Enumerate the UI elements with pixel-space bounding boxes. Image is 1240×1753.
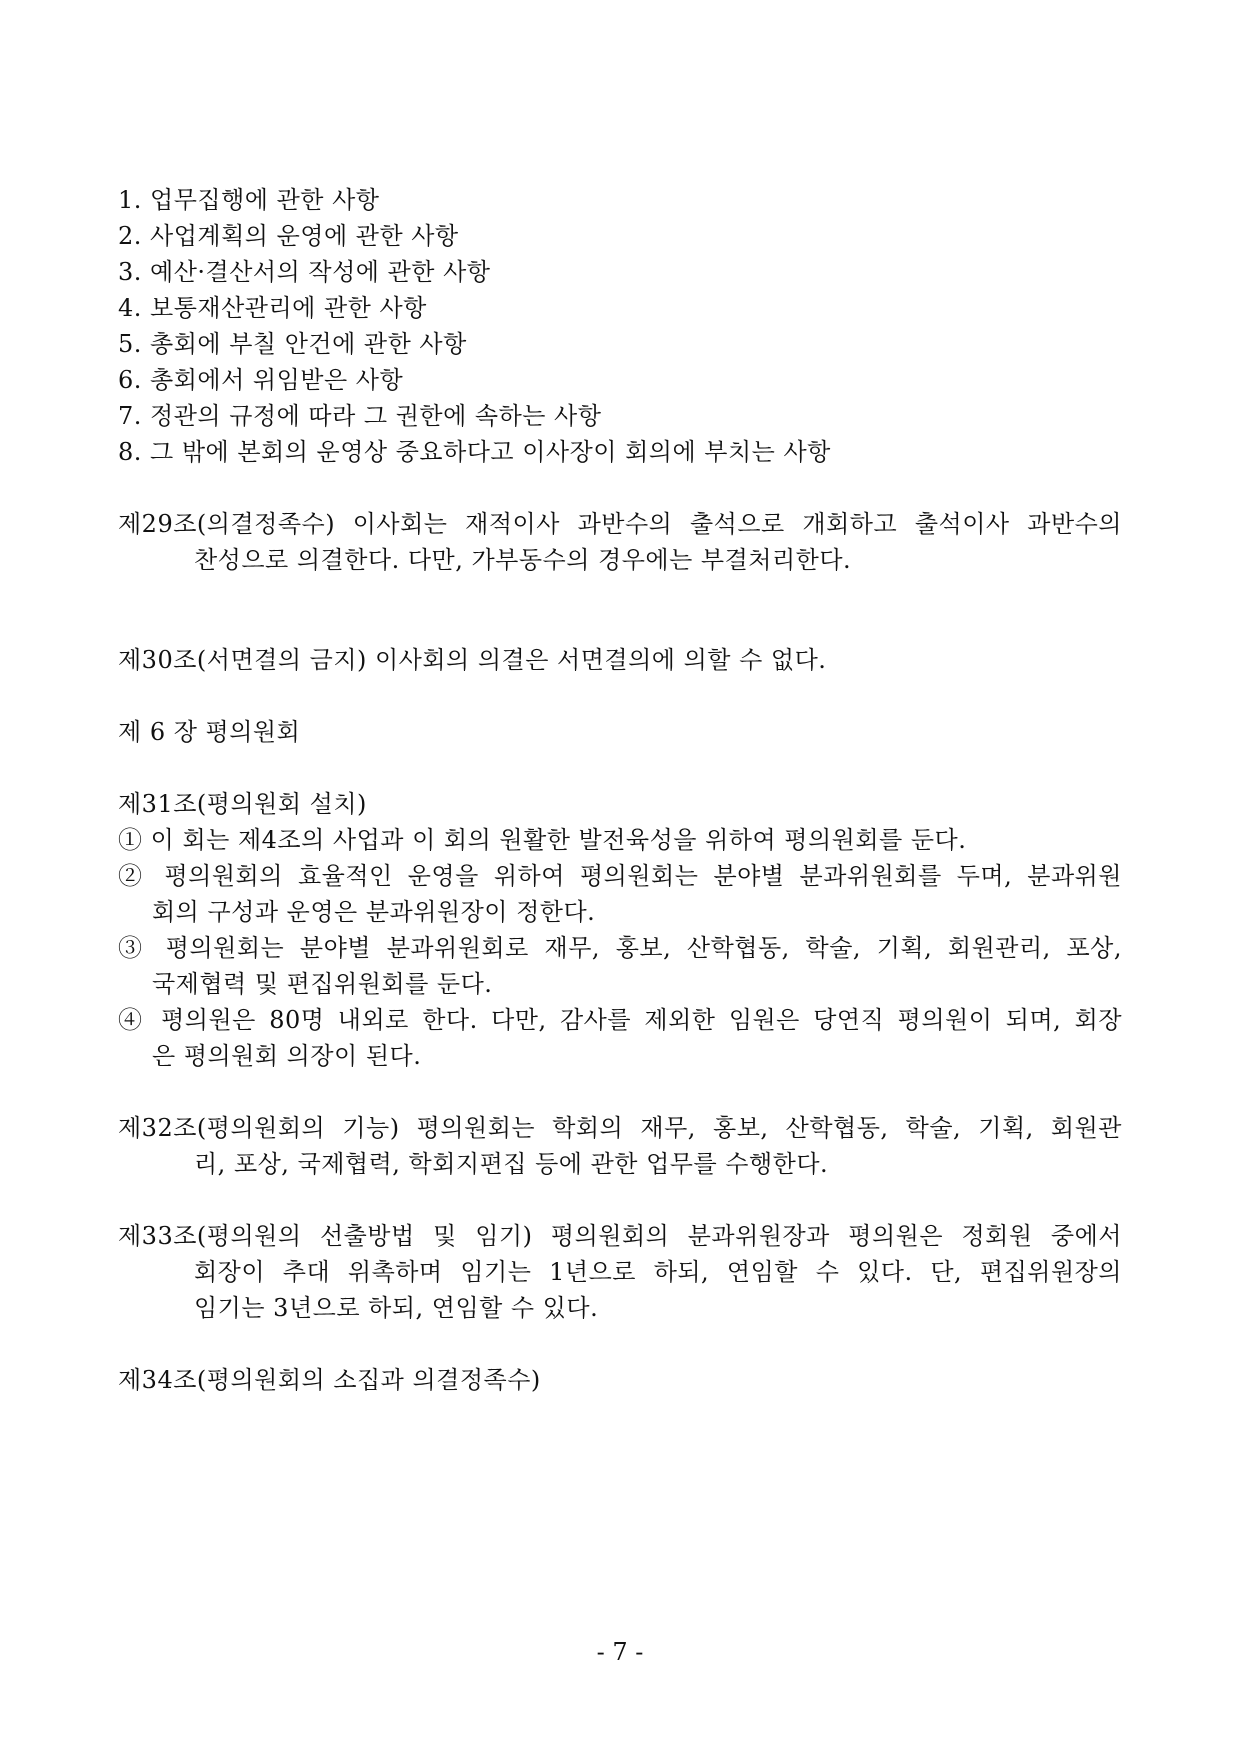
- list-item: 1. 업무집행에 관한 사항: [118, 186, 380, 214]
- article-32-line-1: 제32조(평의원회의 기능) 평의원회는 학회의 재무, 홍보, 산학협동, 학술, 기획, 회원관: [118, 1114, 1122, 1142]
- article-34-title: 제34조(평의원회의 소집과 의결정족수): [118, 1366, 541, 1394]
- chapter-heading: 제 6 장 평의원회: [118, 718, 301, 746]
- list-item: 2. 사업계획의 운영에 관한 사항: [118, 222, 459, 250]
- article-31-item-2-cont: 회의 구성과 운영은 분과위원장이 정한다.: [152, 898, 596, 926]
- article-33-line-1: 제33조(평의원의 선출방법 및 임기) 평의원회의 분과위원장과 평의원은 정회원 중에서: [118, 1222, 1122, 1250]
- article-33-line-2: 회장이 추대 위촉하며 임기는 1년으로 하되, 연임할 수 있다. 단, 편집위원장의: [194, 1258, 1122, 1286]
- list-item: 3. 예산·결산서의 작성에 관한 사항: [118, 258, 491, 286]
- article-32-line-2: 리, 포상, 국제협력, 학회지편집 등에 관한 업무를 수행한다.: [194, 1150, 829, 1178]
- list-item: 5. 총회에 부칠 안건에 관한 사항: [118, 330, 467, 358]
- page-number: - 7 -: [596, 1638, 644, 1666]
- article-31-item-3-cont: 국제협력 및 편집위원회를 둔다.: [152, 970, 493, 998]
- list-item: 4. 보통재산관리에 관한 사항: [118, 294, 427, 322]
- article-31-item-4-cont: 은 평의원회 의장이 된다.: [152, 1042, 422, 1070]
- list-item: 6. 총회에서 위임받은 사항: [118, 366, 404, 394]
- article-33-line-3: 임기는 3년으로 하되, 연임할 수 있다.: [194, 1294, 599, 1322]
- article-31-item-2: ② 평의원회의 효율적인 운영을 위하여 평의원회는 분야별 분과위원회를 두며, 분과위원: [118, 862, 1122, 890]
- article-31-item-4: ④ 평의원은 80명 내외로 한다. 다만, 감사를 제외한 임원은 당연직 평의원이 되며, 회장: [118, 1006, 1122, 1034]
- article-31-title: 제31조(평의원회 설치): [118, 790, 367, 818]
- article-29-line-2: 찬성으로 의결한다. 다만, 가부동수의 경우에는 부결처리한다.: [194, 546, 852, 574]
- list-item: 7. 정관의 규정에 따라 그 권한에 속하는 사항: [118, 402, 602, 430]
- list-item: 8. 그 밖에 본회의 운영상 중요하다고 이사장이 회의에 부치는 사항: [118, 438, 831, 466]
- article-30: 제30조(서면결의 금지) 이사회의 의결은 서면결의에 의할 수 없다.: [118, 646, 827, 674]
- article-29-line-1: 제29조(의결정족수) 이사회는 재적이사 과반수의 출석으로 개회하고 출석이사 과반수의: [118, 510, 1122, 538]
- article-31-item-3: ③ 평의원회는 분야별 분과위원회로 재무, 홍보, 산학협동, 학술, 기획, 회원관리, 포상,: [118, 934, 1122, 962]
- article-31-item-1: ① 이 회는 제4조의 사업과 이 회의 원활한 발전육성을 위하여 평의원회를 둔다.: [118, 826, 967, 854]
